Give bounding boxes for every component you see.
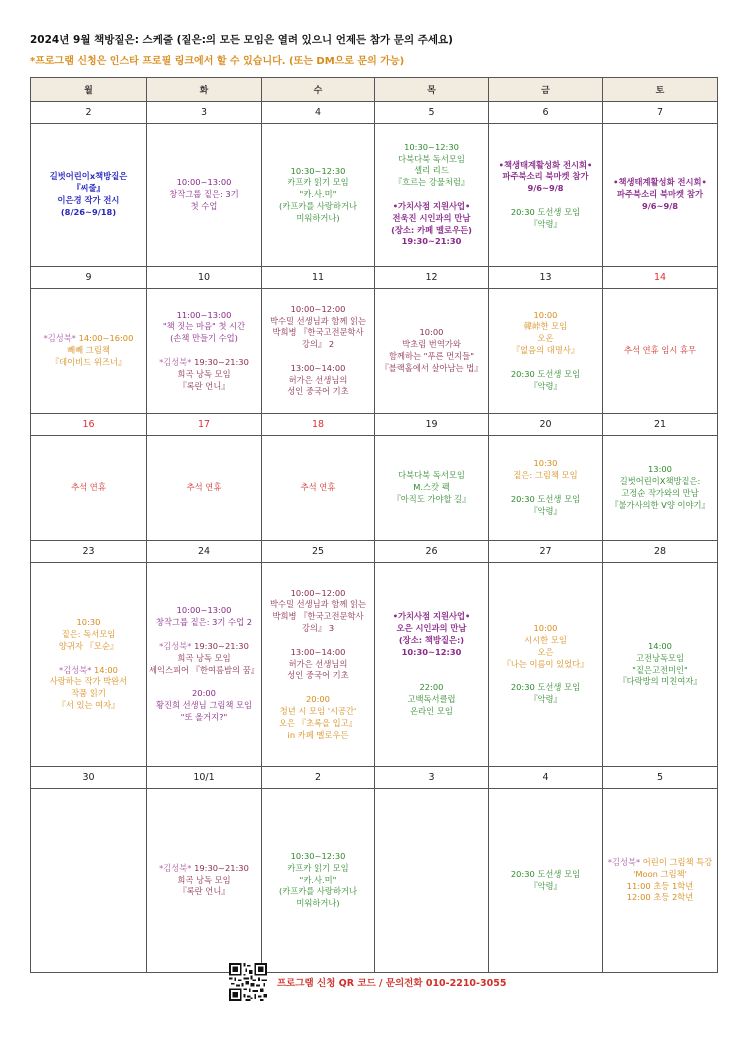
event-line: 다북다북 독서모임 xyxy=(398,153,465,164)
spacer xyxy=(375,658,488,670)
event-line: *김성북* 19:30~21:30 xyxy=(159,862,249,873)
event-line: 10:00 xyxy=(533,623,558,634)
event-line: 20:30 도선생 모임 xyxy=(510,368,581,379)
program-prefix: *김성북* xyxy=(159,357,192,367)
event-line: 『나는 이름이 있었다』 xyxy=(502,658,589,669)
event-line: 20:00 xyxy=(306,694,330,705)
weekday-header: 목 xyxy=(375,78,489,102)
event-line: (카프카를 사랑하거나 xyxy=(278,886,357,897)
day-cell xyxy=(375,563,489,767)
events-row xyxy=(31,124,718,267)
event-line: 『씨줄』 xyxy=(72,183,105,194)
event-line: 고정순 작가와의 만남 xyxy=(621,488,699,498)
day-cell xyxy=(603,289,718,414)
day-cell xyxy=(489,289,603,414)
day-cell xyxy=(489,789,603,973)
event-line: 허가은 선생님의 xyxy=(288,374,348,385)
spacer xyxy=(489,670,602,682)
date-label: 21 xyxy=(603,414,718,436)
event-line: 박희병 『한국고전문학사 xyxy=(272,611,364,622)
day-cell xyxy=(375,789,489,973)
day-cell xyxy=(262,563,375,767)
day-cell xyxy=(31,124,147,267)
event-line: 『블랙홀에서 살아남는 법』 xyxy=(380,362,483,373)
day-cell xyxy=(262,789,375,973)
day-cell xyxy=(147,436,262,541)
event-line: 『없음의 대명사』 xyxy=(511,345,580,355)
event-line: (8/26~9/18) xyxy=(60,206,117,217)
date-label: 25 xyxy=(262,541,375,563)
event-line: 20:30 도선생 모임 xyxy=(510,206,581,217)
event-line: (카프카를 사랑하거나 xyxy=(278,200,357,211)
event-line: 미워하거나) xyxy=(296,898,340,909)
event-line: 짙은: 독서모임 xyxy=(61,629,116,640)
event-line: "짙은고전미인" xyxy=(632,664,688,675)
event-line: 『악령』 xyxy=(529,880,562,891)
event-line: *김성북* 19:30~21:30 xyxy=(159,357,249,367)
event-line: 『악령』 xyxy=(529,694,562,705)
event-line: 카프카 읽기 모임 xyxy=(287,862,349,873)
event-line: •책생태계활성화 전시회• xyxy=(613,177,707,188)
event-line: 강의』 3 xyxy=(301,623,335,634)
event-line: 황진희 선생님 그림책 모임 xyxy=(155,700,253,711)
event-line: 10:00~12:00 xyxy=(290,303,346,314)
event-line: 10:00 xyxy=(533,309,558,320)
events-row xyxy=(31,563,718,767)
event-line: 성인 중국어 기초 xyxy=(287,386,349,397)
date-label: 3 xyxy=(147,102,262,124)
event-line: 10:30~12:30 xyxy=(290,851,346,862)
event-line: 오은 『초록을 입고』 xyxy=(279,717,357,728)
date-label: 3 xyxy=(375,767,489,789)
event-line: 미워하거나) xyxy=(296,212,340,223)
day-cell xyxy=(375,124,489,267)
event-line: •가치사점 지원사업• xyxy=(392,611,471,622)
date-label: 10 xyxy=(147,267,262,289)
date-label: 6 xyxy=(489,102,603,124)
date-label: 10/1 xyxy=(147,767,262,789)
event-line: 12:00 초등 2학년 xyxy=(626,892,694,903)
day-cell xyxy=(489,436,603,541)
event-line: 셰익스피어 『한여름밤의 꿈』 xyxy=(148,664,260,675)
page-title: 2024년 9월 책방짙은: 스케줄 (짙은:의 모든 모임은 열려 있으니 언제든 참가 문의 주세요) xyxy=(30,34,453,46)
event-line: 오은 xyxy=(537,646,554,657)
event-line: *김성북* 19:30~21:30 xyxy=(159,640,249,651)
event-line: 14:00 xyxy=(648,640,672,651)
program-prefix: *김성북* xyxy=(159,640,192,651)
event-line: 추석 연휴 xyxy=(300,482,336,493)
event-line: 13:00~14:00 xyxy=(290,646,346,657)
spacer xyxy=(489,482,602,494)
event-line: 강의』 2 xyxy=(301,339,335,350)
spacer xyxy=(489,195,602,207)
event-line: 박수밀 선생님과 함께 읽는 xyxy=(269,315,367,326)
event-line: 희곡 낭독 모임 xyxy=(177,652,231,663)
event-line: "책 짓는 마음" 첫 시간 xyxy=(162,321,246,332)
day-cell xyxy=(147,289,262,414)
event-line: 11:00~13:00 xyxy=(176,309,232,320)
event-line: 13:00~14:00 xyxy=(290,362,346,373)
date-label: 9 xyxy=(31,267,147,289)
event-line: 『악령』 xyxy=(529,505,562,516)
event-line: 파주북소리 북마켓 참가 xyxy=(502,171,589,182)
day-cell xyxy=(603,789,718,973)
date-label: 30 xyxy=(31,767,147,789)
event-line: 『악령』 xyxy=(529,218,562,229)
day-cell xyxy=(31,289,147,414)
spacer xyxy=(147,676,261,688)
event-line: 허가은 선생님의 xyxy=(288,658,348,669)
date-label: 27 xyxy=(489,541,603,563)
date-row xyxy=(31,767,718,789)
events-row xyxy=(31,289,718,414)
day-cell xyxy=(31,563,147,767)
event-line: (손책 만들기 수업) xyxy=(170,333,238,344)
spacer xyxy=(262,682,374,694)
event-line: 9/6~9/8 xyxy=(527,183,564,194)
event-line: 10:00 xyxy=(419,327,444,338)
event-line: •가치사점 지원사업• xyxy=(392,201,471,211)
date-label: 20 xyxy=(489,414,603,436)
weekday-header: 화 xyxy=(147,78,262,102)
day-cell xyxy=(262,436,375,541)
weekday-header: 토 xyxy=(603,78,718,102)
event-line: 『록란 언니』 xyxy=(178,886,230,897)
event-line: "또 올거지?" xyxy=(180,711,228,722)
event-line: 『다락방의 미친여자』 xyxy=(618,676,702,687)
event-line: 셸리 리드 xyxy=(414,165,449,176)
event-line: 창작그룹 짙은: 3기 수업 2 xyxy=(155,617,253,628)
events-row xyxy=(31,789,718,973)
event-line: 10:30~12:30 xyxy=(404,141,459,152)
event-line: 시시한 모임 xyxy=(524,634,567,645)
footer xyxy=(229,962,506,1002)
spacer xyxy=(489,357,602,369)
date-label: 24 xyxy=(147,541,262,563)
event-line: *김성북* 14:00~16:00 xyxy=(43,333,134,344)
date-label: 23 xyxy=(31,541,147,563)
day-cell xyxy=(147,789,262,973)
date-label: 18 xyxy=(262,414,375,436)
day-cell xyxy=(603,436,718,541)
event-line: 10:30~12:30 xyxy=(290,165,346,176)
spacer xyxy=(147,345,261,357)
event-line: 韓峠한 모임 xyxy=(523,321,568,332)
event-line: 첫 수업 xyxy=(190,200,218,211)
event-line: 『불가사의한 V양 이야기』 xyxy=(610,499,710,510)
event-line: 『록란 언니』 xyxy=(178,380,230,391)
event-line: 추석 연휴 임시 휴무 xyxy=(623,345,697,356)
spacer xyxy=(147,629,261,641)
weekday-header: 월 xyxy=(31,78,147,102)
event-line: 전욱진 시인과의 만남 xyxy=(392,212,471,223)
event-line: 고전낭독모임 xyxy=(635,652,685,663)
date-label: 7 xyxy=(603,102,718,124)
day-cell xyxy=(147,563,262,767)
event-line: *김성북* 14:00 xyxy=(59,664,118,675)
event-line: 박수밀 선생님과 함께 읽는 xyxy=(269,599,367,610)
event-line: 22:00 xyxy=(419,682,444,693)
event-line: 10:30 xyxy=(76,617,101,628)
date-label: 2 xyxy=(31,102,147,124)
event-line: "카.사.미" xyxy=(299,874,337,885)
event-line: *김성북* 어린이 그림책 특강 xyxy=(607,856,713,867)
event-line: 19:30~21:30 xyxy=(401,236,462,247)
spacer xyxy=(262,351,374,363)
event-line: in 카페 멜로우든 xyxy=(287,729,349,740)
event-line: 박희병 『한국고전문학사 xyxy=(272,327,364,338)
date-label: 13 xyxy=(489,267,603,289)
day-cell xyxy=(147,124,262,267)
event-line: 오은 시인과의 만남 xyxy=(396,623,467,634)
event-line: 20:00 xyxy=(192,688,216,699)
program-prefix: *김성북* xyxy=(43,333,76,344)
date-row xyxy=(31,267,718,289)
program-prefix: *김성북* xyxy=(607,856,641,867)
date-label: 16 xyxy=(31,414,147,436)
date-row xyxy=(31,102,718,124)
day-cell xyxy=(603,563,718,767)
event-line: M.스캇 펙 xyxy=(413,482,450,493)
event-line: 11:00 초등 1학년 xyxy=(626,880,694,891)
date-label: 5 xyxy=(603,767,718,789)
event-line: 온라인 모임 xyxy=(410,705,453,716)
event-line: 카프카 읽기 모임 xyxy=(287,177,349,188)
date-label: 17 xyxy=(147,414,262,436)
day-cell xyxy=(262,289,375,414)
event-line: 20:30 도선생 모임 xyxy=(510,868,581,879)
date-row xyxy=(31,541,718,563)
date-label: 4 xyxy=(262,102,375,124)
date-label: 12 xyxy=(375,267,489,289)
event-line: 『서 있는 여자』 xyxy=(57,699,120,710)
event-line: 이은경 작가 전시 xyxy=(57,195,120,205)
event-line: •책생태계활성화 전시회• xyxy=(498,159,593,170)
day-cell xyxy=(375,289,489,414)
date-label: 14 xyxy=(603,267,718,289)
date-row xyxy=(31,414,718,436)
event-line: 사랑하는 작가 박완서 xyxy=(49,676,128,687)
event-line: 『데이비드 위즈너』 xyxy=(50,356,127,367)
calendar-table xyxy=(30,77,718,973)
event-line: 성인 중국어 기초 xyxy=(287,670,349,681)
weekday-header: 금 xyxy=(489,78,603,102)
qr-code-icon[interactable] xyxy=(229,963,267,1001)
event-line: 'Moon 그림책' xyxy=(633,868,687,879)
date-label: 26 xyxy=(375,541,489,563)
event-line: 함께하는 "푸른 먼지들" xyxy=(388,351,475,361)
event-line: 9/6~9/8 xyxy=(641,200,679,211)
event-line: 13:00 xyxy=(648,464,672,475)
page-subtitle: *프로그램 신청은 인스타 프로필 링크에서 할 수 있습니다. (또는 DM으로 문의 가능) xyxy=(30,56,405,67)
event-line: 추석 연휴 xyxy=(186,482,222,493)
spacer xyxy=(262,635,374,647)
spacer xyxy=(375,189,488,201)
event-line: 10:00~13:00 xyxy=(176,177,232,188)
date-label: 11 xyxy=(262,267,375,289)
event-line: "카.사.미" xyxy=(299,189,337,200)
event-line: 희곡 낭독 모임 xyxy=(177,368,231,379)
event-line: 10:00~13:00 xyxy=(176,605,232,616)
day-cell xyxy=(375,436,489,541)
day-cell xyxy=(489,124,603,267)
event-line: 오온 xyxy=(537,333,554,344)
program-prefix: *김성북* xyxy=(59,664,92,675)
event-line: 길벗어린이x책방짙은 xyxy=(49,171,128,182)
event-line: 10:30~12:30 xyxy=(401,646,462,657)
spacer xyxy=(31,653,146,665)
event-line: 10:30 xyxy=(533,458,558,469)
event-line: 빼빼 그림책 xyxy=(67,345,110,356)
event-line: 파주북소리 북마켓 참가 xyxy=(617,189,703,200)
event-line: 길벗어린이X책방짙은: xyxy=(619,476,701,487)
event-line: 다북다북 독서모임 xyxy=(398,470,465,481)
event-line: (장소: 카페 멜로우든) xyxy=(391,224,472,235)
date-label: 2 xyxy=(262,767,375,789)
weekday-header: 수 xyxy=(262,78,375,102)
event-line: 20:30 도선생 모임 xyxy=(510,682,581,693)
date-label: 4 xyxy=(489,767,603,789)
date-label: 5 xyxy=(375,102,489,124)
event-line: (장소: 책방짙은:) xyxy=(398,634,465,645)
spacer xyxy=(375,670,488,682)
event-line: 양귀자 『모순』 xyxy=(58,640,119,651)
event-line: 『흐르는 강물처럼』 xyxy=(393,177,470,188)
events-row xyxy=(31,436,718,541)
event-line: 추석 연휴 xyxy=(71,482,106,493)
event-line: 작품 읽기 xyxy=(71,688,106,699)
event-line: 박초림 번역가와 xyxy=(402,339,461,350)
event-line: 희곡 낭독 모임 xyxy=(177,874,231,885)
event-line: 창작그룹 짙은: 3기 xyxy=(169,189,239,200)
day-cell xyxy=(31,436,147,541)
footer-contact: 프로그램 신청 QR 코드 / 문의전화 010-2210-3055 xyxy=(277,978,507,989)
program-prefix: *김성북* xyxy=(159,862,192,873)
event-line: 20:30 도선생 모임 xyxy=(510,494,581,504)
day-cell xyxy=(603,124,718,267)
weekday-header-row xyxy=(31,78,718,102)
event-line: 10:00~12:00 xyxy=(290,587,346,598)
date-label: 19 xyxy=(375,414,489,436)
event-line: 짙은: 그림책 모임 xyxy=(513,470,578,481)
event-line: 청년 시 모임 '시공간' xyxy=(279,705,357,716)
day-cell xyxy=(31,789,147,973)
day-cell xyxy=(262,124,375,267)
date-label: 28 xyxy=(603,541,718,563)
day-cell xyxy=(489,563,603,767)
event-line: 『아직도 가야할 길』 xyxy=(392,493,471,504)
event-line: 고백독서클럽 xyxy=(407,694,456,705)
event-line: 『악령』 xyxy=(529,380,562,391)
